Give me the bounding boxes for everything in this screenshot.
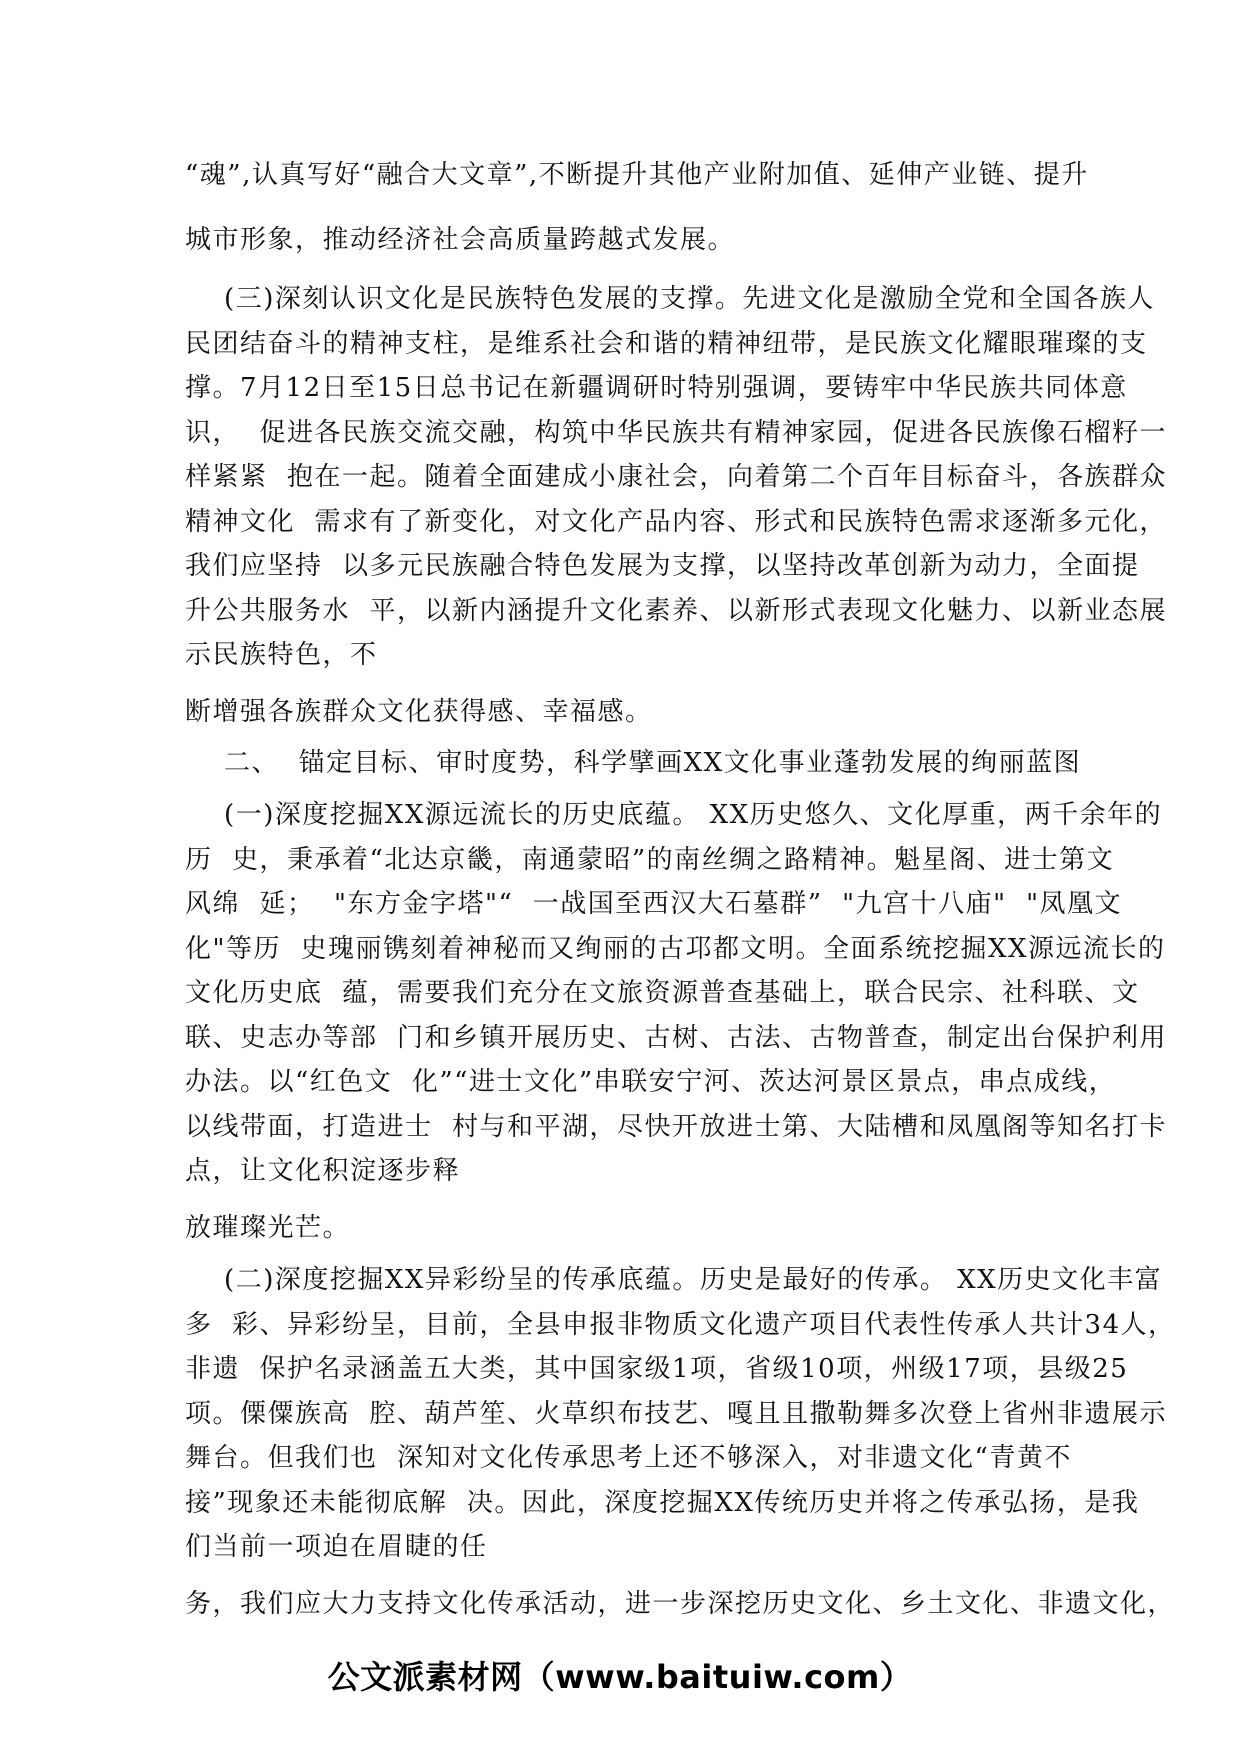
text-line: 们当前一项迫在眉睫的任 bbox=[185, 1532, 488, 1562]
text-line: 城市形象，推动经济社会高质量跨越式发展。 bbox=[185, 225, 736, 255]
section-heading: 二、 锚定目标、审时度势，科学擘画XX文化事业蓬勃发展的绚丽蓝图 bbox=[185, 748, 1082, 778]
text-line: 断增强各族群众文化获得感、幸福感。 bbox=[185, 697, 653, 727]
text-line: 办法。以“红色文 化”“进士文化”串联安宁河、茨达河景区景点，串点成线， bbox=[185, 1067, 1117, 1097]
text-line: (一)深度挖掘XX源远流长的历史底蕴。 XX历史悠久、文化厚重，两千余年的 bbox=[185, 800, 1163, 830]
text-line: 撑。7月12日至15日总书记在新疆调研时特别强调，要铸牢中华民族共同体意 bbox=[185, 373, 1128, 403]
text-line: 舞台。但我们也 深知对文化传承思考上还不够深入，对非遗文化“青黄不 bbox=[185, 1443, 1072, 1473]
text-line: (三)深刻认识文化是民族特色发展的支撑。先进文化是激励全党和全国各族人 bbox=[185, 284, 1155, 314]
text-line: 示民族特色，不 bbox=[185, 640, 378, 670]
text-line: 联、史志办等部 门和乡镇开展历史、古树、古法、古物普查，制定出台保护利用 bbox=[185, 1023, 1168, 1053]
text-line: 务，我们应大力支持文化传承活动，进一步深挖历史文化、乡土文化、非遗文化， bbox=[185, 1589, 1176, 1619]
text-line: “魂”,认真写好“融合大文章”,不断提升其他产业附加值、延伸产业链、提升 bbox=[185, 160, 1089, 190]
text-line: 识， 促进各民族交流交融，构筑中华民族共有精神家园，促进各民族像石榴籽一 bbox=[185, 418, 1168, 448]
text-line: 精神文化 需求有了新变化，对文化产品内容、形式和民族特色需求逐渐多元化， bbox=[185, 507, 1168, 537]
text-line: (二)深度挖掘XX异彩纷呈的传承底蕴。历史是最好的传承。 XX历史文化丰富 bbox=[185, 1265, 1163, 1295]
text-line: 民团结奋斗的精神支柱，是维系社会和谐的精神纽带，是民族文化耀眼璀璨的支 bbox=[185, 329, 1148, 359]
text-line: 我们应坚持 以多元民族融合特色发展为支撑，以坚持改革创新为动力，全面提 bbox=[185, 551, 1140, 581]
text-line: 多 彩、异彩纷呈，目前，全县申报非物质文化遗产项目代表性传承人共计34人， bbox=[185, 1310, 1176, 1340]
text-line: 项。傈僳族高 腔、葫芦笙、火草织布技艺、嘎且且撒勒舞多次登上省州非遗展示 bbox=[185, 1399, 1168, 1429]
text-line: 升公共服务水 平，以新内涵提升文化素养、以新形式表现文化魅力、以新业态展 bbox=[185, 596, 1168, 626]
text-line: 接”现象还未能彻底解 决。因此，深度挖掘XX传统历史并将之传承弘扬，是我 bbox=[185, 1488, 1140, 1518]
text-line: 化"等历 史瑰丽镌刻着神秘而又绚丽的古邛都文明。全面系统挖掘XX源远流长的 bbox=[185, 934, 1166, 964]
text-line: 以线带面，打造进士 村与和平湖，尽快开放进士第、大陆槽和凤凰阁等知名打卡 bbox=[185, 1112, 1168, 1142]
text-line: 样紧紧 抱在一起。随着全面建成小康社会，向着第二个百年目标奋斗，各族群众 bbox=[185, 462, 1168, 492]
text-line: 点，让文化积淀逐步释 bbox=[185, 1156, 461, 1186]
text-line: 风绵 延； "东方金字塔"“ 一战国至西汉大石墓群” "九宫十八庙" "凤凰文 bbox=[185, 889, 1123, 919]
text-line: 非遗 保护名录涵盖五大类，其中国家级1项，省级10项，州级17项，县级25 bbox=[185, 1354, 1129, 1384]
text-line: 放璀璨光芒。 bbox=[185, 1213, 351, 1243]
text-line: 历 史，秉承着“北达京畿，南通蒙昭”的南丝绸之路精神。魁星阁、进士第文 bbox=[185, 845, 1115, 875]
text-line: 文化历史底 蕴，需要我们充分在文旅资源普查基础上，联合民宗、社科联、文 bbox=[185, 978, 1140, 1008]
footer-watermark: 公文派素材网（www.baituiw.com） bbox=[327, 1658, 913, 1696]
